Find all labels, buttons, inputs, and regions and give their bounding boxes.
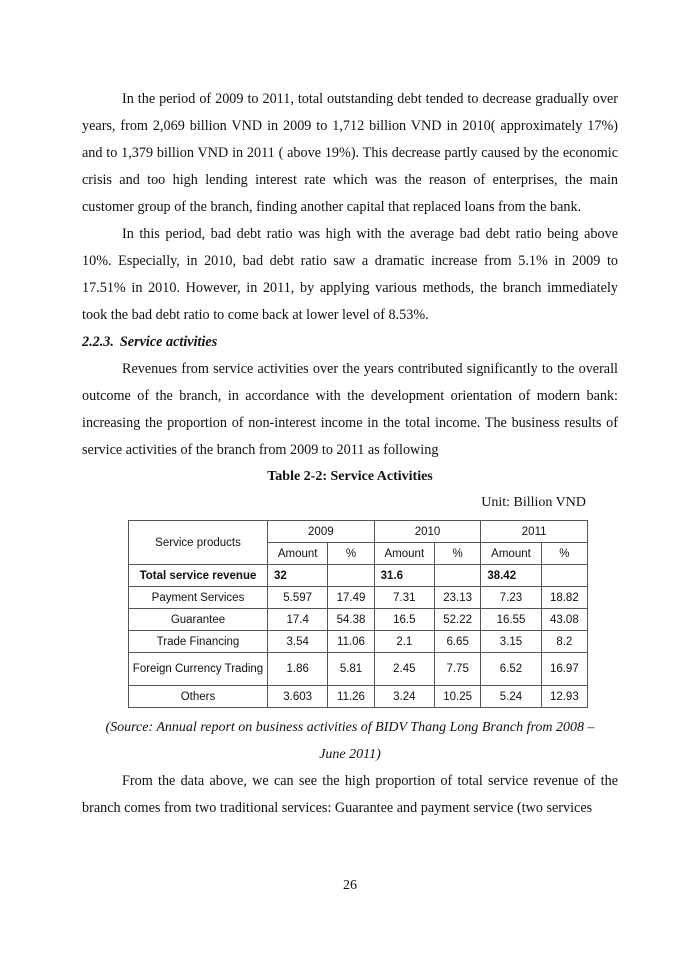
subheader-percent: % <box>328 543 374 565</box>
table-cell: 12.93 <box>541 686 587 708</box>
table-cell: 52.22 <box>435 609 481 631</box>
document-page <box>82 86 618 822</box>
table-cell: 32 <box>268 565 328 587</box>
table-cell: 16.5 <box>374 609 434 631</box>
paragraph-service-revenue: Revenues from service activities over the years contributed significantly to the overall outcome of the branch, in accordance with the development orientation of modern bank: increasing the proportion of non-interest income in the total income. The business results of service activities of the branch from 2009 to 2011 as following <box>82 361 618 458</box>
subheader-amount: Amount <box>481 543 541 565</box>
table-cell: 7.75 <box>435 653 481 686</box>
subheader-percent: % <box>435 543 481 565</box>
table-cell: 3.15 <box>481 631 541 653</box>
table-cell: 2.1 <box>374 631 434 653</box>
row-label: Others <box>129 686 268 708</box>
header-year-2010: 2010 <box>374 521 481 543</box>
paragraph-data-analysis: From the data above, we can see the high proportion of total service revenue of the branch comes from two traditional services: Guarantee and payment service (two services <box>82 773 618 816</box>
row-label: Guarantee <box>129 609 268 631</box>
table-source-note: (Source: Annual report on business activities of BIDV Thang Long Branch from 2008 – June 2011) <box>105 720 595 762</box>
table-cell: 6.52 <box>481 653 541 686</box>
table-cell: 31.6 <box>374 565 434 587</box>
table-cell <box>541 565 587 587</box>
table-cell: 8.2 <box>541 631 587 653</box>
table-cell: 3.54 <box>268 631 328 653</box>
table-cell <box>435 565 481 587</box>
table-cell: 16.55 <box>481 609 541 631</box>
table-cell: 2.45 <box>374 653 434 686</box>
row-label: Foreign Currency Trading <box>129 653 268 686</box>
subheader-amount: Amount <box>268 543 328 565</box>
row-label: Total service revenue <box>129 565 268 587</box>
table-row <box>129 609 588 631</box>
table-cell: 7.31 <box>374 587 434 609</box>
table-caption: Table 2-2: Service Activities <box>267 469 433 484</box>
table-row <box>129 587 588 609</box>
table-cell: 3.603 <box>268 686 328 708</box>
table-cell: 5.24 <box>481 686 541 708</box>
table-cell <box>328 565 374 587</box>
table-cell: 54.38 <box>328 609 374 631</box>
paragraph-outstanding-debt: In the period of 2009 to 2011, total outstanding debt tended to decrease gradually over years, from 2,069 billion VND in 2009 to 1,712 billion VND in 2010( approximately 17%) and to 1,379 billion VND in 2011 ( above 19%). This decrease partly caused by the economic crisis and too high lending interest rate which was the reason of enterprises, the main customer group of the branch, finding another capital that replaced loans from the bank. <box>82 91 618 215</box>
paragraph-bad-debt: In this period, bad debt ratio was high with the average bad debt ratio being above 10%. Especially, in 2010, bad debt ratio saw a dramatic increase from 5.1% in 2009 to 17.51% in 2010. However, in 2011, by applying various methods, the branch immediately took the bad debt ratio to come back at lower level of 8.53%. <box>82 226 618 323</box>
table-cell: 17.49 <box>328 587 374 609</box>
table-cell: 38.42 <box>481 565 541 587</box>
table-row <box>129 653 588 686</box>
table-cell: 10.25 <box>435 686 481 708</box>
table-cell: 3.24 <box>374 686 434 708</box>
row-label: Trade Financing <box>129 631 268 653</box>
table-cell: 43.08 <box>541 609 587 631</box>
table-cell: 5.597 <box>268 587 328 609</box>
table-unit: Unit: Billion VND <box>481 495 586 510</box>
header-year-2009: 2009 <box>268 521 375 543</box>
header-service-products: Service products <box>129 521 268 565</box>
page-number: 26 <box>343 878 357 893</box>
subheader-percent: % <box>541 543 587 565</box>
table-cell: 17.4 <box>268 609 328 631</box>
header-year-2011: 2011 <box>481 521 588 543</box>
table-cell: 1.86 <box>268 653 328 686</box>
section-number: 2.2.3. <box>82 334 114 350</box>
subheader-amount: Amount <box>374 543 434 565</box>
table-cell: 23.13 <box>435 587 481 609</box>
table-cell: 11.26 <box>328 686 374 708</box>
table-cell: 16.97 <box>541 653 587 686</box>
section-heading <box>82 329 618 356</box>
table-cell: 7.23 <box>481 587 541 609</box>
table-row <box>129 565 588 587</box>
table-cell: 18.82 <box>541 587 587 609</box>
table-row <box>129 686 588 708</box>
table-cell: 5.81 <box>328 653 374 686</box>
table-cell: 11.06 <box>328 631 374 653</box>
section-title: Service activities <box>119 334 218 350</box>
row-label: Payment Services <box>129 587 268 609</box>
table-row <box>129 631 588 653</box>
table-cell: 6.65 <box>435 631 481 653</box>
service-activities-table <box>128 520 588 708</box>
